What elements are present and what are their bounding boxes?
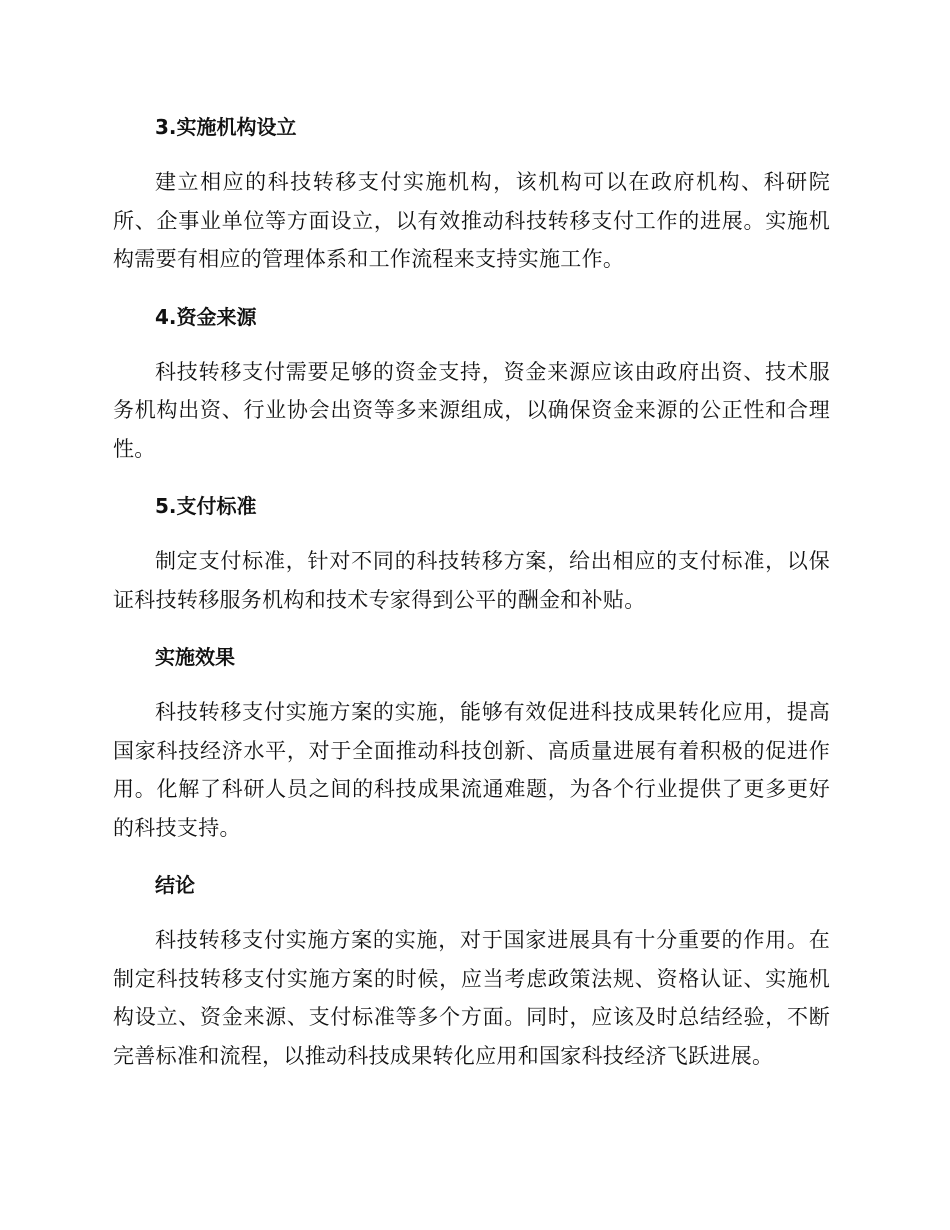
section-heading-conclusion: 结论 — [155, 873, 195, 897]
document-page — [113, 108, 830, 1075]
section-paragraph-funding-source: 科技转移支付需要足够的资金支持，资金来源应该由政府出资、技术服务机构出资、行业协会出资等多来源组成，以确保资金来源的公正性和合理性。 — [113, 359, 830, 461]
section-heading-payment-standard: 5.支付标准 — [155, 494, 257, 518]
section-heading-funding-source: 4.资金来源 — [155, 304, 257, 329]
section-paragraph-implementing-agency: 建立相应的科技转移支付实施机构，该机构可以在政府机构、科研院所、企事业单位等方面设立，以有效推动科技转移支付工作的进展。实施机构需要有相应的管理体系和工作流程来支持实施工作。 — [113, 170, 830, 271]
section-paragraph-payment-standard: 制定支付标准，针对不同的科技转移方案，给出相应的支付标准，以保证科技转移服务机构和技术专家得到公平的酬金和补贴。 — [113, 549, 830, 612]
section-heading-implementing-agency: 3.实施机构设立 — [155, 115, 297, 139]
section-heading-implementation-effect: 实施效果 — [155, 645, 235, 669]
section-paragraph-implementation-effect: 科技转移支付实施方案的实施，能够有效促进科技成果转化应用，提高国家科技经济水平，对于全面推动科技创新、高质量进展有着积极的促进作用。化解了科研人员之间的科技成果流通难题，为各个行业提供了更多更好的科技支持。 — [113, 700, 830, 840]
section-paragraph-conclusion: 科技转移支付实施方案的实施，对于国家进展具有十分重要的作用。在制定科技转移支付实施方案的时候，应当考虑政策法规、资格认证、实施机构设立、资金来源、支付标准等多个方面。同时，应该及时总结经验，不断完善标准和流程，以推动科技成果转化应用和国家科技经济飞跃进展。 — [113, 928, 830, 1068]
